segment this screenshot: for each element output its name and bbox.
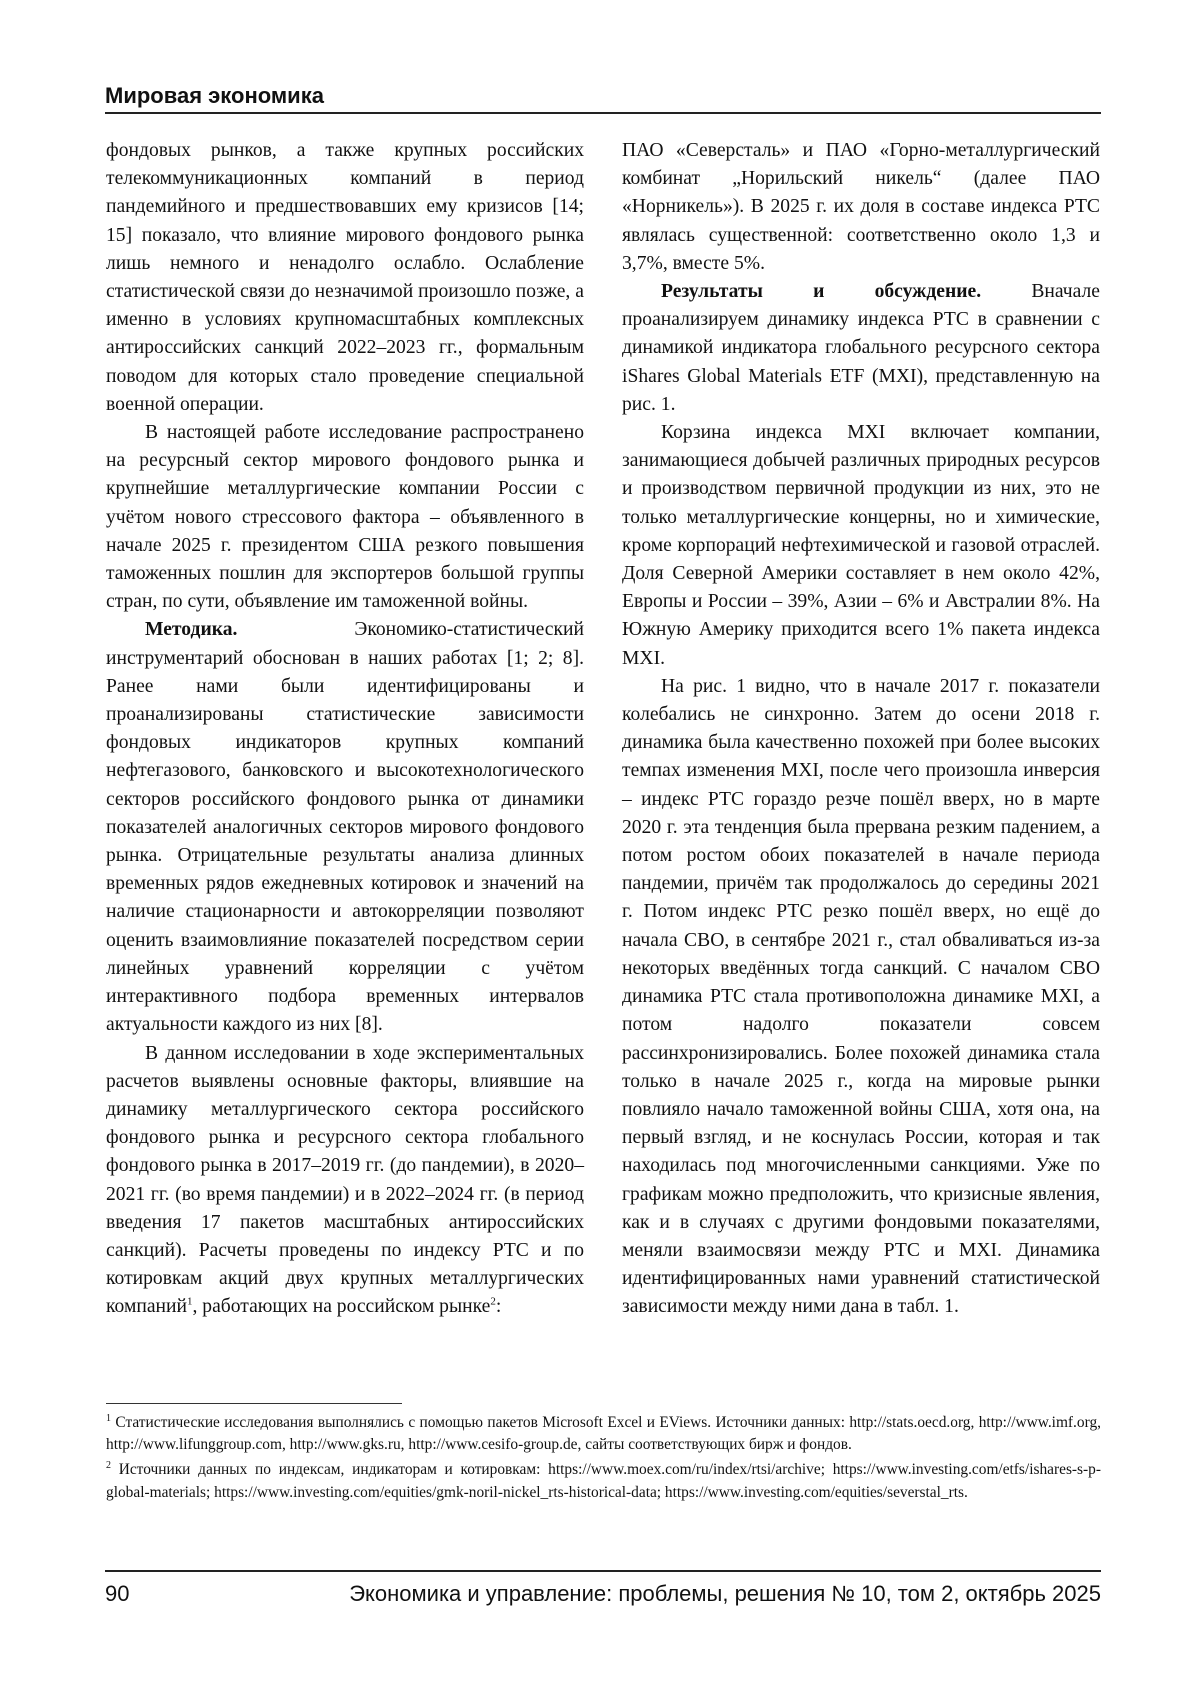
section-heading-results: Результаты и обсуждение. bbox=[661, 281, 982, 303]
footnote-1 bbox=[106, 1412, 1101, 1456]
footnote-text: Источники данных по индексам, индикаторам и котировкам: https://www.moex.com/ru/index/rtsi/archive; https://www.investing.com/etfs/ishares-s-p-global-materials; https://www.investing.com/equities/gmk-noril-nickel_rts-historical-data; https://www.investing.com/equities/severstal_rts. bbox=[106, 1461, 1101, 1501]
header-rule bbox=[105, 112, 1101, 114]
paragraph-text: Вначале проанализируем динамику индекса РТС в сравнении с динамикой индикатора глобального ресурсного сектора iShares Global Materials ETF (MXI), представленную на рис. 1. bbox=[622, 281, 1100, 415]
footnotes bbox=[106, 1412, 1101, 1507]
paragraph: Корзина индекса MXI включает компании, занимающиеся добычей различных природных ресурсов и производством первичной продукции из них, это не только металлургические концерны, но и химические, кроме корпораций нефтехимической и газовой отраслей. Доля Северной Америки составляет в нем около 42%, Европы и России – 39%, Азии – 6% и Австралии 8%. На Южную Америку приходится всего 1% пакета индекса MXI. bbox=[622, 422, 1100, 669]
footnote-rule bbox=[106, 1403, 402, 1404]
footnote-ref-1[interactable]: 1 bbox=[187, 1295, 193, 1308]
right-column bbox=[622, 137, 1100, 1322]
footnote-text: Статистические исследования выполнялись с помощью пакетов Microsoft Excel и EViews. Источники данных: http://stats.oecd.org, http://www.imf.org, http://www.lifunggroup.com, http://www.gks.ru, http://www.cesifo-group.de, сайты соответствующих бирж и фондов. bbox=[106, 1414, 1101, 1454]
paragraph bbox=[106, 616, 584, 1039]
paragraph: В настоящей работе исследование распространено на ресурсный сектор мирового фондового рынка и крупнейшие металлургические компании России с учётом нового стрессового фактора – объявленного в начале 2025 г. президентом США резкого повышения таможенных пошлин для экспортеров большой группы стран, по сути, объявление им таможенной войны. bbox=[106, 422, 584, 613]
section-heading-methodology: Методика. bbox=[145, 619, 238, 641]
paragraph-text: Экономико-статистический инструментарий обоснован в наших работах [1; 2; 8]. Ранее нами были идентифицированы и проанализированы статистические зависимости фондовых индикаторов крупных компаний нефтегазового, банковского и высокотехнологического секторов российского фондового рынка от динамики показателей аналогичных секторов мирового фондового рынка. Отрицательные результаты анализа длинных временных рядов ежедневных котировок и значений на наличие стационарности и автокорреляции позволяют оценить взаимовлияние показателей посредством серии линейных уравнений корреляции с учётом интерактивного подбора временных интервалов актуальности каждого из них [8]. bbox=[106, 619, 584, 1036]
footnote-ref-2[interactable]: 2 bbox=[490, 1295, 496, 1308]
paragraph: На рис. 1 видно, что в начале 2017 г. показатели колебались не синхронно. Затем до осени 2018 г. динамика была качественно похожей при более высоких темпах изменения MXI, после чего произошла инверсия – индекс РТС гораздо резче пошёл вверх, но в марте 2020 г. эта тенденция была прервана резким падением, а потом ростом обоих показателей в начале периода пандемии, причём так продолжалось до середины 2021 г. Потом индекс РТС резко пошёл вверх, но ещё до начала СВО, в сентябре 2021 г., стал обваливаться из-за некоторых введённых тогда санкций. С началом СВО динамика РТС стала противоположна динамике MXI, а потом надолго показатели совсем рассинхронизировались. Более похожей динамика стала только в начале 2025 г., когда на мировые рынки повлияло начало таможенной войны США, хотя она, на первый взгляд, и не коснулась России, которая и так находилась под многочисленными санкциями. Уже по графикам можно предположить, что кризисные явления, как и в случаях с другими фондовыми показателями, меняли взаимосвязи между РТС и MXI. Динамика идентифицированных нами уравнений статистической зависимости между ними дана в табл. 1. bbox=[622, 675, 1100, 1318]
left-column bbox=[106, 137, 584, 1322]
paragraph-text: , работающих на российском рынке bbox=[192, 1296, 491, 1318]
paragraph bbox=[106, 1040, 584, 1322]
section-title: Мировая экономика bbox=[105, 83, 324, 108]
footer-rule bbox=[105, 1570, 1101, 1572]
paragraph: фондовых рынков, а также крупных российских телекоммуникационных компаний в период пандемийного и предшествовавших ему кризисов [14; 15] показало, что влияние мирового фондового рынка лишь немного и ненадолго ослабло. Ослабление статистической связи до незначимой произошло позже, а именно в условиях крупномасштабных комплексных антироссийских санкций 2022–2023 гг., формальным поводом для которых стало проведение специальной военной операции. bbox=[106, 140, 584, 415]
journal-title: Экономика и управление: проблемы, решения № 10, том 2, октябрь 2025 bbox=[349, 1581, 1101, 1606]
footnote-number: 2 bbox=[106, 1460, 111, 1472]
footnote-number: 1 bbox=[106, 1412, 111, 1424]
paragraph-text: В данном исследовании в ходе экспериментальных расчетов выявлены основные факторы, влиявшие на динамику металлургического сектора российского фондового рынка и ресурсного сектора глобального фондового рынка в 2017–2019 гг. (до пандемии), в 2020–2021 гг. (во время пандемии) и в 2022–2024 гг. (в период введения 17 пакетов масштабных антироссийских санкций). Расчеты проведены по индексу РТС и по котировкам акций двух крупных металлургических компаний bbox=[106, 1042, 584, 1318]
footnote-2 bbox=[106, 1459, 1101, 1503]
page-number: 90 bbox=[105, 1581, 130, 1606]
paragraph bbox=[622, 278, 1100, 419]
paragraph-text: : bbox=[495, 1296, 502, 1318]
paragraph: ПАО «Северсталь» и ПАО «Горно-металлургический комбинат „Норильский никель“ (далее ПАО «Норникель»). В 2025 г. их доля в составе индекса РТС являлась существенной: соответственно около 1,3 и 3,7%, вместе 5%. bbox=[622, 140, 1100, 274]
